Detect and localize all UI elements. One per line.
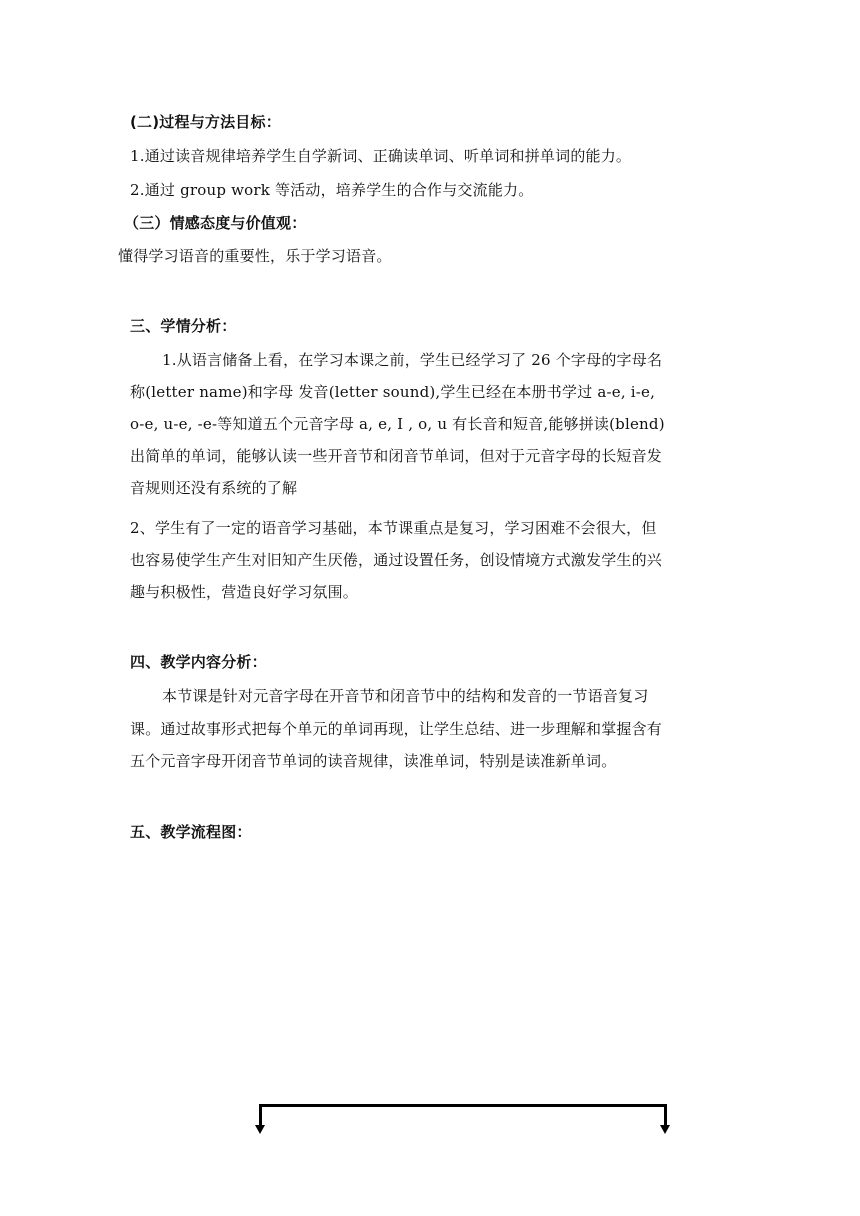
- learner-analysis-p2-line-1: 2、学生有了一定的语音学习基础，本节课重点是复习，学习困难不会很大，但: [130, 519, 657, 537]
- emotion-goals-text: 懂得学习语音的重要性，乐于学习语音。: [118, 247, 392, 265]
- content-analysis-line-2: 课。通过故事形式把每个单元的单词再现，让学生总结、进一步理解和掌握含有: [130, 720, 663, 738]
- flowchart-horizontal-line: [259, 1104, 667, 1107]
- process-goals-heading: (二)过程与方法目标：: [130, 113, 281, 131]
- learner-analysis-p1-line-4: 出简单的单词，能够认读一些开音节和闭音节单词，但对于元音字母的长短音发: [130, 447, 663, 465]
- learner-analysis-p1-line-1: 1.从语言储备上看，在学习本课之前，学生已经学习了 26 个字母的字母名: [162, 351, 663, 369]
- arrow-down-icon: [255, 1125, 265, 1134]
- learner-analysis-p2-line-3: 趣与积极性，营造良好学习氛围。: [130, 583, 359, 601]
- learner-analysis-p1-line-5: 音规则还没有系统的了解: [130, 479, 298, 497]
- flowchart-heading: 五、教学流程图：: [130, 823, 252, 841]
- arrow-down-icon: [660, 1125, 670, 1134]
- flowchart-right-vertical-line: [664, 1104, 667, 1126]
- learner-analysis-p1-line-2: 称(letter name)和字母 发音(letter sound),学生已经在本册书学过 a-e, i-e,: [130, 383, 656, 401]
- content-analysis-heading: 四、教学内容分析：: [130, 653, 267, 671]
- content-analysis-line-1: 本节课是针对元音字母在开音节和闭音节中的结构和发音的一节语音复习: [162, 687, 649, 705]
- flowchart-left-vertical-line: [259, 1104, 262, 1126]
- process-goals-item-2: 2.通过 group work 等活动，培养学生的合作与交流能力。: [130, 181, 534, 199]
- learner-analysis-heading: 三、学情分析：: [130, 317, 237, 335]
- process-goals-item-1: 1.通过读音规律培养学生自学新词、正确读单词、听单词和拼单词的能力。: [130, 147, 632, 165]
- content-analysis-line-3: 五个元音字母开闭音节单词的读音规律，读准单词，特别是读准新单词。: [130, 752, 617, 770]
- learner-analysis-p1-line-3: o-e, u-e, -e-等知道五个元音字母 a, e, I , o, u 有长音和短音,能够拼读(blend): [130, 415, 665, 433]
- emotion-goals-heading: （三）情感态度与价值观：: [124, 214, 307, 232]
- learner-analysis-p2-line-2: 也容易使学生产生对旧知产生厌倦，通过设置任务，创设情境方式激发学生的兴: [130, 551, 663, 569]
